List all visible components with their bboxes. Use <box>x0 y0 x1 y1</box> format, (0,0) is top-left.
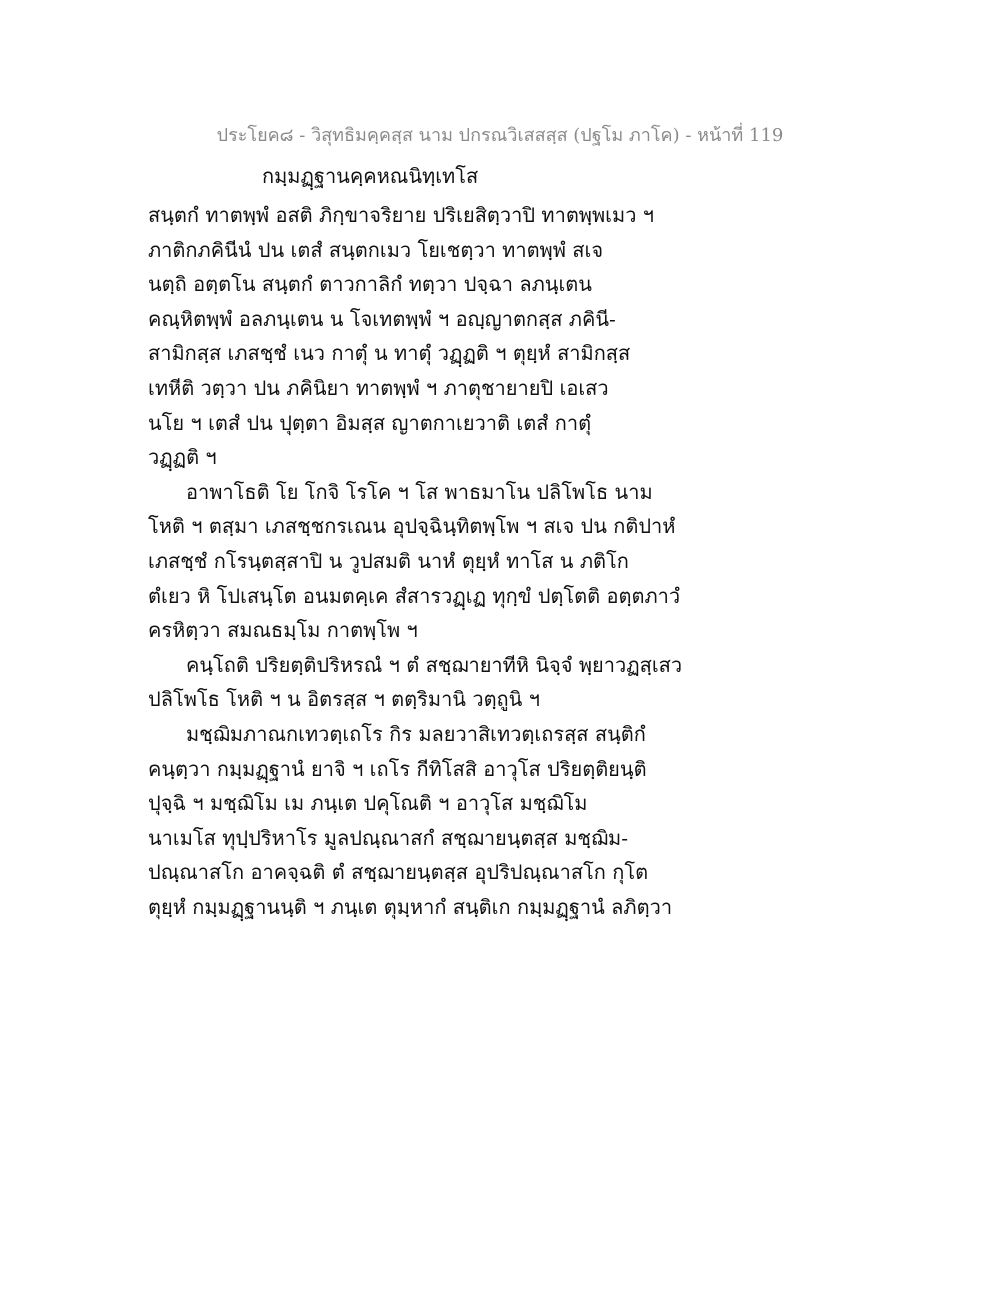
text-line: คนฺตฺวา กมฺมฏฺฐานํ ยาจิ ฯ เถโร กีทิโสสิ อาวุโส ปริยตฺติยนฺติ <box>148 756 647 781</box>
text-line: ภาติกภคินีนํ ปน เตสํ สนฺตกเมว โยเชตฺวา ทาตพฺพํ สเจ <box>148 237 604 262</box>
text-line: ปลิโพโธ โหติ ฯ น อิตรสฺส ฯ ตตฺริมานิ วตฺถูนิ ฯ <box>148 687 540 712</box>
text-line: สามิกสฺส เภสชฺชํ เนว กาตุํ น ทาตุํ วฏฺฏติ ฯ ตุยฺหํ สามิกสฺส <box>148 341 631 366</box>
paragraph-start-line: คนฺโถติ ปริยตฺติปริหรณํ ฯ ตํ สชฺฌายาทีหิ นิจฺจํ พฺยาวฏสฺเสว <box>186 652 683 677</box>
text-line: คณฺหิตพฺพํ อลภนฺเตน น โจเทตพฺพํ ฯ อญฺญาตกสฺส ภคินี- <box>148 306 616 331</box>
paragraph-start-line: อาพาโธติ โย โกจิ โรโค ฯ โส พาธมาโน ปลิโพโธ นาม <box>186 479 653 504</box>
text-line: ตุยฺหํ กมฺมฏฺฐานนฺติ ฯ ภนฺเต ตุมฺหากํ สนฺติเก กมฺมฏฺฐานํ ลภิตฺวา <box>148 894 673 919</box>
text-line: ครหิตฺวา สมณธมฺโม กาตพฺโพ ฯ <box>148 618 418 643</box>
text-line: นโย ฯ เตสํ ปน ปุตฺตา อิมสฺส ญาตกาเยวาติ เตสํ กาตุํ <box>148 410 592 435</box>
text-line: วฏฺฏติ ฯ <box>148 445 217 470</box>
body-text <box>148 198 708 924</box>
section-title: กมฺมฏฺฐานคฺคหณนิทฺเทโส <box>262 164 479 188</box>
page-header: ประโยค๘ - วิสุทธิมคฺคสฺส นาม ปกรณวิเสสสฺส (ปฐโม ภาโค) - หน้าที่ 119 <box>216 125 784 146</box>
text-line: เภสชฺชํ กโรนฺตสฺสาปิ น วูปสมติ นาหํ ตุยฺหํ ทาโส น ภติโก <box>148 548 629 573</box>
paragraph-start-line: มชฺฌิมภาณกเทวตฺเถโร กิร มลยวาสิเทวตฺเถรสฺส สนฺติกํ <box>186 721 646 746</box>
text-line: นาเมโส ทุปฺปริหาโร มูลปณฺณาสกํ สชฺฌายนฺตสฺส มชฺฌิม- <box>148 825 628 850</box>
text-line: ตํเยว หิ โปเสนฺโต อนมตคฺเค สํสารวฏฺเฏ ทุกฺขํ ปตฺโตติ อตฺตภาวํ <box>148 583 681 608</box>
text-line: โหติ ฯ ตสฺมา เภสชฺชกรเณน อุปจฺฉินฺทิตพฺโพ ฯ สเจ ปน กติปาหํ <box>148 514 676 539</box>
text-line: เทหีติ วตฺวา ปน ภคินิยา ทาตพฺพํ ฯ ภาตุชายายปิ เอเสว <box>148 375 609 400</box>
text-line: นตฺถิ อตฺตโน สนฺตกํ ตาวกาลิกํ ทตฺวา ปจฺฉา ลภนฺเตน <box>148 272 592 297</box>
text-line: ปณฺณาสโก อาคจฺฉติ ตํ สชฺฌายนฺตสฺส อุปริปณฺณาสโก กุโต <box>148 860 649 885</box>
text-line: ปุจฺฉิ ฯ มชฺฌิโม เม ภนฺเต ปคุโณติ ฯ อาวุโส มชฺฌิโม <box>148 791 588 816</box>
text-line: สนฺตกํ ทาตพฺพํ อสติ ภิกฺขาจริยาย ปริเยสิตฺวาปิ ทาตพฺพเมว ฯ <box>148 203 655 227</box>
